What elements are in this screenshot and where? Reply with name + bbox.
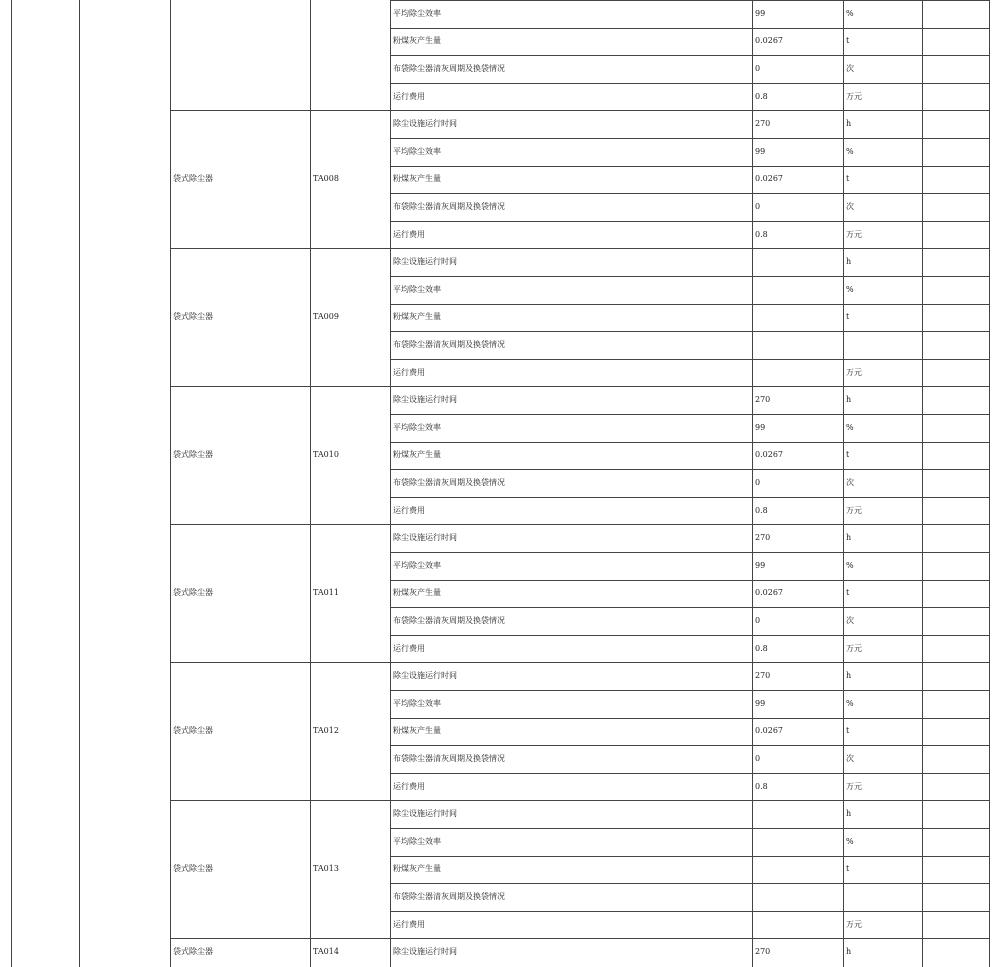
- equipment-code: TA011: [313, 588, 339, 598]
- metric-value: 99: [755, 560, 766, 570]
- metric-label: 运行费用: [393, 505, 425, 515]
- remarks-cell: [925, 644, 926, 645]
- remarks-cell: [925, 92, 926, 93]
- metric-label: 运行费用: [393, 781, 425, 791]
- metric-unit: t: [846, 36, 850, 46]
- remarks-cell: [925, 174, 926, 175]
- table-border-horizontal: [390, 469, 990, 470]
- metric-unit: 次: [846, 478, 854, 487]
- table-border-vertical: [79, 0, 80, 967]
- table-border-horizontal: [390, 304, 990, 305]
- remarks-cell: [925, 257, 926, 258]
- equipment-code: TA008: [313, 174, 339, 184]
- metric-value: 270: [755, 947, 771, 957]
- metric-value: 99: [755, 422, 766, 432]
- remarks-cell: [925, 561, 926, 562]
- table-border-vertical: [11, 0, 12, 967]
- metric-label: 除尘设施运行时间: [393, 947, 457, 957]
- metric-label: 运行费用: [393, 919, 425, 929]
- table-border-horizontal: [390, 745, 990, 746]
- metric-label: 平均除尘效率: [393, 146, 441, 156]
- equipment-code: TA010: [313, 450, 339, 460]
- table-border-horizontal: [390, 800, 990, 801]
- table-border-vertical: [390, 0, 391, 967]
- table-border-horizontal: [390, 938, 990, 939]
- metric-label: 平均除尘效率: [393, 698, 441, 708]
- equipment-name: 袋式除尘器: [173, 947, 213, 957]
- remarks-cell: [925, 837, 926, 838]
- table-border-horizontal: [390, 635, 990, 636]
- table-border-horizontal: [390, 166, 990, 167]
- metric-unit: h: [846, 947, 852, 957]
- table-border-vertical: [752, 0, 753, 967]
- metric-label: 除尘设施运行时间: [393, 395, 457, 405]
- remarks-cell: [925, 892, 926, 893]
- metric-value: 0.8: [755, 643, 768, 653]
- table-border-horizontal: [390, 28, 990, 29]
- table-border-horizontal: [390, 442, 990, 443]
- metric-unit: %: [846, 284, 854, 294]
- remarks-cell: [925, 395, 926, 396]
- table-border-horizontal: [390, 524, 990, 525]
- table-border-vertical: [843, 0, 844, 967]
- table-border-horizontal: [390, 331, 990, 332]
- metric-label: 平均除尘效率: [393, 8, 441, 18]
- table-border-horizontal: [390, 83, 990, 84]
- metric-unit: %: [846, 8, 854, 18]
- metric-label: 布袋除尘器清灰周期及换袋情况: [393, 340, 505, 349]
- remarks-cell: [925, 36, 926, 37]
- metric-unit: h: [846, 257, 852, 267]
- table-border-horizontal: [390, 55, 990, 56]
- remarks-cell: [925, 699, 926, 700]
- equipment-code: TA014: [313, 947, 339, 957]
- table-border-horizontal: [390, 359, 990, 360]
- metric-unit: t: [846, 726, 850, 736]
- metric-unit: t: [846, 174, 850, 184]
- remarks-cell: [925, 9, 926, 10]
- metric-label: 除尘设施运行时间: [393, 257, 457, 267]
- metric-value: 99: [755, 146, 766, 156]
- metric-unit: 次: [846, 64, 854, 73]
- remarks-cell: [925, 533, 926, 534]
- metric-unit: 万元: [846, 643, 862, 653]
- remarks-cell: [925, 368, 926, 369]
- table-border-horizontal: [390, 662, 990, 663]
- metric-unit: t: [846, 864, 850, 874]
- table-border-vertical: [989, 0, 990, 967]
- remarks-cell: [925, 616, 926, 617]
- equipment-name: 袋式除尘器: [173, 450, 213, 460]
- remarks-cell: [925, 230, 926, 231]
- metric-unit: t: [846, 450, 850, 460]
- remarks-cell: [925, 119, 926, 120]
- metric-unit: %: [846, 146, 854, 156]
- metric-value: 270: [755, 119, 771, 129]
- metric-unit: %: [846, 836, 854, 846]
- metric-unit: 万元: [846, 919, 862, 929]
- equipment-name: 袋式除尘器: [173, 174, 213, 184]
- remarks-cell: [925, 920, 926, 921]
- metric-value: 0.0267: [755, 174, 783, 184]
- metric-unit: h: [846, 395, 852, 405]
- equipment-name: 袋式除尘器: [173, 726, 213, 736]
- metric-label: 粉煤灰产生量: [393, 726, 441, 736]
- remarks-cell: [925, 340, 926, 341]
- remarks-cell: [925, 312, 926, 313]
- metric-unit: t: [846, 312, 850, 322]
- metric-value: 0.0267: [755, 588, 783, 598]
- table-border-horizontal: [390, 690, 990, 691]
- metric-unit: 次: [846, 754, 854, 763]
- table-border-horizontal: [390, 248, 990, 249]
- table-border-horizontal: [390, 138, 990, 139]
- table-border-horizontal: [390, 856, 990, 857]
- table-border-vertical: [170, 0, 171, 967]
- equipment-name: 袋式除尘器: [173, 864, 213, 874]
- equipment-name: 袋式除尘器: [173, 312, 213, 322]
- metric-unit: h: [846, 671, 852, 681]
- metric-unit: h: [846, 533, 852, 543]
- remarks-cell: [925, 809, 926, 810]
- table-border-horizontal: [390, 580, 990, 581]
- metric-label: 布袋除尘器清灰周期及换袋情况: [393, 64, 505, 73]
- metric-label: 运行费用: [393, 91, 425, 101]
- metric-unit: 万元: [846, 505, 862, 515]
- metric-value: 270: [755, 533, 771, 543]
- remarks-cell: [925, 450, 926, 451]
- remarks-cell: [925, 782, 926, 783]
- table-border-horizontal: [390, 221, 990, 222]
- table-border-horizontal: [390, 193, 990, 194]
- metric-unit: %: [846, 698, 854, 708]
- metric-label: 平均除尘效率: [393, 422, 441, 432]
- remarks-cell: [925, 754, 926, 755]
- metric-value: 99: [755, 698, 766, 708]
- remarks-cell: [925, 64, 926, 65]
- metric-label: 平均除尘效率: [393, 284, 441, 294]
- metric-label: 布袋除尘器清灰周期及换袋情况: [393, 892, 505, 901]
- metric-value: 0.0267: [755, 36, 783, 46]
- metric-value: 270: [755, 671, 771, 681]
- metric-unit: 万元: [846, 229, 862, 239]
- metric-label: 粉煤灰产生量: [393, 864, 441, 874]
- remarks-cell: [925, 147, 926, 148]
- metric-value: 0.8: [755, 781, 768, 791]
- metric-label: 粉煤灰产生量: [393, 174, 441, 184]
- table-border-horizontal: [390, 552, 990, 553]
- table-border-horizontal: [390, 607, 990, 608]
- metric-label: 运行费用: [393, 643, 425, 653]
- metric-label: 粉煤灰产生量: [393, 312, 441, 322]
- table-border-horizontal: [390, 110, 990, 111]
- remarks-cell: [925, 864, 926, 865]
- remarks-cell: [925, 947, 926, 948]
- metric-label: 除尘设施运行时间: [393, 533, 457, 543]
- metric-value: 0.0267: [755, 450, 783, 460]
- metric-label: 布袋除尘器清灰周期及换袋情况: [393, 754, 505, 763]
- remarks-cell: [925, 478, 926, 479]
- remarks-cell: [925, 726, 926, 727]
- metric-label: 粉煤灰产生量: [393, 36, 441, 46]
- metric-label: 粉煤灰产生量: [393, 450, 441, 460]
- metric-value: 0.8: [755, 91, 768, 101]
- metric-label: 平均除尘效率: [393, 836, 441, 846]
- metric-unit: 万元: [846, 367, 862, 377]
- metric-value: 0: [755, 202, 761, 211]
- metric-unit: 万元: [846, 781, 862, 791]
- metric-unit: h: [846, 809, 852, 819]
- table-border-horizontal: [390, 718, 990, 719]
- metric-label: 平均除尘效率: [393, 560, 441, 570]
- metric-value: 0: [755, 64, 761, 73]
- metric-label: 除尘设施运行时间: [393, 119, 457, 129]
- metric-value: 0: [755, 754, 761, 763]
- metric-unit: h: [846, 119, 852, 129]
- metric-value: 0.0267: [755, 726, 783, 736]
- remarks-cell: [925, 506, 926, 507]
- metric-label: 运行费用: [393, 229, 425, 239]
- remarks-cell: [925, 285, 926, 286]
- metric-value: 0.8: [755, 229, 768, 239]
- equipment-name: 袋式除尘器: [173, 588, 213, 598]
- table-border-horizontal: [390, 414, 990, 415]
- metric-value: 270: [755, 395, 771, 405]
- equipment-code: TA009: [313, 312, 339, 322]
- equipment-code: TA013: [313, 864, 339, 874]
- metric-label: 除尘设施运行时间: [393, 809, 457, 819]
- table-border-horizontal: [390, 386, 990, 387]
- equipment-code: TA012: [313, 726, 339, 736]
- metric-value: 0.8: [755, 505, 768, 515]
- remarks-cell: [925, 588, 926, 589]
- table-border-horizontal: [390, 828, 990, 829]
- table-border-horizontal: [390, 911, 990, 912]
- metric-value: 0: [755, 478, 761, 487]
- table-border-vertical: [310, 0, 311, 967]
- metric-value: 99: [755, 8, 766, 18]
- remarks-cell: [925, 202, 926, 203]
- table-border-horizontal: [390, 773, 990, 774]
- remarks-cell: [925, 671, 926, 672]
- metric-unit: %: [846, 560, 854, 570]
- metric-value: 0: [755, 616, 761, 625]
- metric-label: 除尘设施运行时间: [393, 671, 457, 681]
- metric-label: 粉煤灰产生量: [393, 588, 441, 598]
- table-border-vertical: [922, 0, 923, 967]
- table-border-horizontal: [390, 497, 990, 498]
- metric-unit: 万元: [846, 91, 862, 101]
- metric-label: 布袋除尘器清灰周期及换袋情况: [393, 616, 505, 625]
- table-border-horizontal: [390, 0, 990, 1]
- metric-unit: t: [846, 588, 850, 598]
- metric-unit: 次: [846, 202, 854, 211]
- metric-label: 运行费用: [393, 367, 425, 377]
- metric-unit: 次: [846, 616, 854, 625]
- metric-label: 布袋除尘器清灰周期及换袋情况: [393, 202, 505, 211]
- remarks-cell: [925, 423, 926, 424]
- table-border-horizontal: [390, 276, 990, 277]
- table-border-horizontal: [390, 883, 990, 884]
- metric-label: 布袋除尘器清灰周期及换袋情况: [393, 478, 505, 487]
- metric-unit: %: [846, 422, 854, 432]
